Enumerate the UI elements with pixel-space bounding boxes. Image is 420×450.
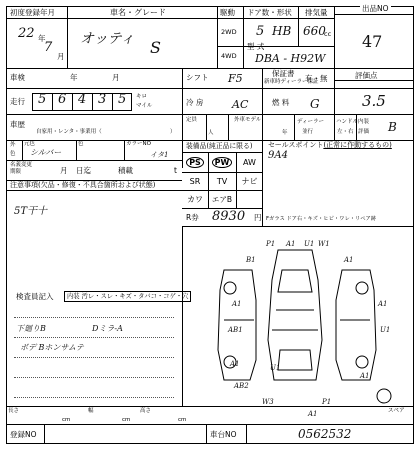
mark-w3: W3: [262, 398, 274, 406]
sales-point-value: 9A4: [268, 150, 288, 161]
mile-unit: マイル: [136, 103, 153, 109]
mark-a1-lower: A1: [230, 360, 240, 368]
score-value: 3.5: [362, 92, 386, 110]
interior-score-value: B: [388, 120, 397, 134]
mark-w1-top: W1: [318, 240, 330, 248]
lot-no-label: 出品NO: [362, 4, 389, 13]
lot-no-value: 47: [362, 32, 383, 51]
reg-month-value: 7: [44, 40, 53, 55]
mark-b1-left: B1: [246, 256, 256, 264]
capacity-unit: 人: [208, 130, 214, 136]
history-close: ）: [170, 129, 176, 135]
capacity-label: 定員: [186, 117, 198, 123]
notes-label: 注意事項(欠品・修復・不具合箇所および状態): [10, 181, 156, 189]
chassis-no-label: 車台NO: [210, 430, 237, 439]
mark-ab1-left: AB1: [228, 326, 243, 334]
r-ken-value: 8930: [212, 209, 246, 224]
doors-value: 5: [256, 24, 265, 39]
equipment-label: 装備品(純正品に限る): [186, 142, 253, 150]
reg-no-label: 登録NO: [10, 430, 37, 439]
mark-ab1-right: U1: [380, 326, 391, 334]
color-no-value: イタ1: [150, 151, 169, 159]
equipment-aw-label: AW: [243, 157, 256, 167]
reg-date-label: 初度登録年月: [10, 8, 55, 17]
spare-label: スペア: [388, 408, 405, 414]
r-ken-label: R券: [186, 213, 199, 222]
displacement-value: 660: [303, 24, 326, 38]
loading-label: 積載: [118, 166, 133, 175]
drive-4wd-label: 4WD: [221, 52, 237, 60]
history-sub: 自家用・レンタ・事業用（: [36, 129, 102, 135]
ext-color-label-2: 色: [10, 151, 16, 157]
handle-lr: 左・右: [337, 129, 354, 135]
interior-sub: 評価: [358, 129, 370, 135]
mark-b1-right: A1: [344, 256, 354, 264]
length-unit: cm: [62, 417, 71, 423]
inspector-note-2: Dミラ-A: [92, 324, 123, 333]
mark-a1-left: A1: [232, 300, 242, 308]
fuel-value: G: [310, 97, 320, 111]
name-change-label-2: 期限: [10, 169, 22, 175]
car-name-grade-label: 車名・グレード: [110, 8, 166, 17]
month-label: 月: [60, 166, 68, 175]
yen-unit: 円: [254, 213, 262, 222]
color-value: シルバー: [30, 148, 62, 157]
equipment-tv-label: TV: [216, 177, 228, 186]
mark-a1-right: A1: [378, 300, 388, 308]
equipment-leather: [183, 191, 207, 208]
score-label: 評価点: [355, 71, 378, 80]
return-label: 日迄: [76, 166, 91, 175]
height-unit: cm: [178, 417, 187, 423]
inspection-label: 車検: [10, 73, 25, 82]
car-name-value: オッティ: [80, 31, 135, 47]
height-label: 高さ: [140, 408, 152, 414]
reg-month-unit: 月: [57, 52, 65, 61]
mark-u1-lower: U1: [270, 364, 281, 372]
name-change-label: 名義変更: [10, 162, 33, 168]
glass-row-label: Fガラス ドア右・キズ・ヒビ・ワレ・リペア跡: [266, 216, 377, 222]
doors-shape-label: ドア数・形状: [247, 8, 292, 17]
sales-point-label: [268, 141, 392, 150]
equipment-sr-label: SR: [189, 177, 201, 186]
equipment-airbag: [209, 191, 235, 208]
interior-label: 内装: [358, 119, 370, 125]
warranty-yes-no: 有・無: [305, 74, 328, 83]
cc-unit: cc: [324, 30, 332, 38]
inspector-label: 検査員記入: [16, 292, 54, 301]
fuel-label: 燃 料: [272, 98, 290, 107]
model-label: 型 式: [247, 42, 265, 51]
mark-ab2: AB2: [234, 382, 249, 390]
mark-u1-top: U1: [304, 240, 315, 248]
inspection-year: 年: [70, 73, 78, 82]
km-unit: キロ: [136, 94, 148, 100]
mark-a1-bottom: A1: [308, 410, 318, 418]
mileage-digit-4: 3: [98, 92, 107, 107]
car-body-diagram: [200, 230, 410, 410]
equipment-ps: [183, 153, 207, 171]
dealer-label: ディーラー: [297, 119, 325, 125]
history-label: 車歴: [10, 120, 25, 129]
aircon-value: AC: [232, 98, 249, 111]
shift-label: シフト: [186, 73, 209, 82]
mileage-label: 走行: [10, 97, 25, 106]
ton-unit: t: [174, 166, 177, 175]
inspector-note-1: 下廻りB: [16, 324, 46, 333]
sales-point-title: セールスポイント: [268, 141, 324, 149]
chassis-no-value: 0562532: [298, 427, 352, 441]
drive-2wd-label: 2WD: [221, 28, 237, 36]
equipment-navi: [237, 173, 262, 190]
reg-year-unit: 年: [38, 34, 46, 43]
import-model-label: 外車モデル: [234, 117, 262, 123]
reg-year-value: 22: [18, 26, 35, 41]
equipment-leather-label: カワ: [187, 195, 203, 204]
equipment-aw: [237, 153, 262, 171]
inspect-list: 内装 汚レ・スレ・キズ・タバコ・コゲ・穴: [64, 291, 191, 302]
warranty-label: 保証書: [272, 69, 295, 78]
mark-a1-right-lower: A1: [360, 372, 370, 380]
length-label: 長さ: [8, 408, 20, 414]
equipment-navi-label: ナビ: [241, 177, 258, 186]
equipment-tv: [209, 173, 235, 190]
drive-label: 駆動: [220, 8, 235, 17]
sales-point-sub: (正常に作動するもの): [323, 141, 392, 149]
warranty-sub: 新車時ディーラー保証: [264, 79, 319, 85]
mark-p1-top: P1: [266, 240, 276, 248]
shift-value: F5: [228, 72, 243, 85]
width-label: 幅: [88, 408, 94, 414]
mark-p1-bottom: P1: [322, 398, 332, 406]
mark-a1-top: A1: [286, 240, 296, 248]
equipment-pw-label: PW: [212, 157, 233, 168]
handle-label: ハンドル: [336, 119, 359, 125]
shape-value: HB: [272, 24, 292, 38]
mileage-digit-1: 5: [38, 92, 47, 107]
mileage-digit-5: 5: [118, 92, 127, 107]
equipment-sr: [183, 173, 207, 190]
notes-value: 5T干十: [14, 206, 48, 217]
equipment-pw: [209, 153, 235, 171]
mileage-digit-2: 6: [58, 92, 67, 107]
color-no-label: カラーNO: [126, 141, 151, 147]
ext-color-label: 外: [10, 142, 16, 148]
mileage-digit-3: 4: [78, 92, 87, 107]
color-field-label: 色: [78, 141, 84, 147]
inspection-month: 月: [112, 73, 120, 82]
aircon-label: 冷 房: [186, 98, 204, 107]
parallel-label: 並行: [302, 129, 314, 135]
width-unit: cm: [122, 417, 131, 423]
model-value: DBA - H92W: [255, 52, 326, 65]
orig-color-label: 元色: [24, 141, 36, 147]
inspector-note-3: ボデ Bホンサムテ: [20, 343, 84, 352]
equipment-ps-label: PS: [186, 157, 204, 168]
equipment-airbag-label: エアB: [211, 195, 233, 204]
import-year-label: 年: [282, 130, 288, 136]
grade-value: S: [150, 38, 161, 57]
displacement-label: 排気量: [305, 8, 328, 17]
